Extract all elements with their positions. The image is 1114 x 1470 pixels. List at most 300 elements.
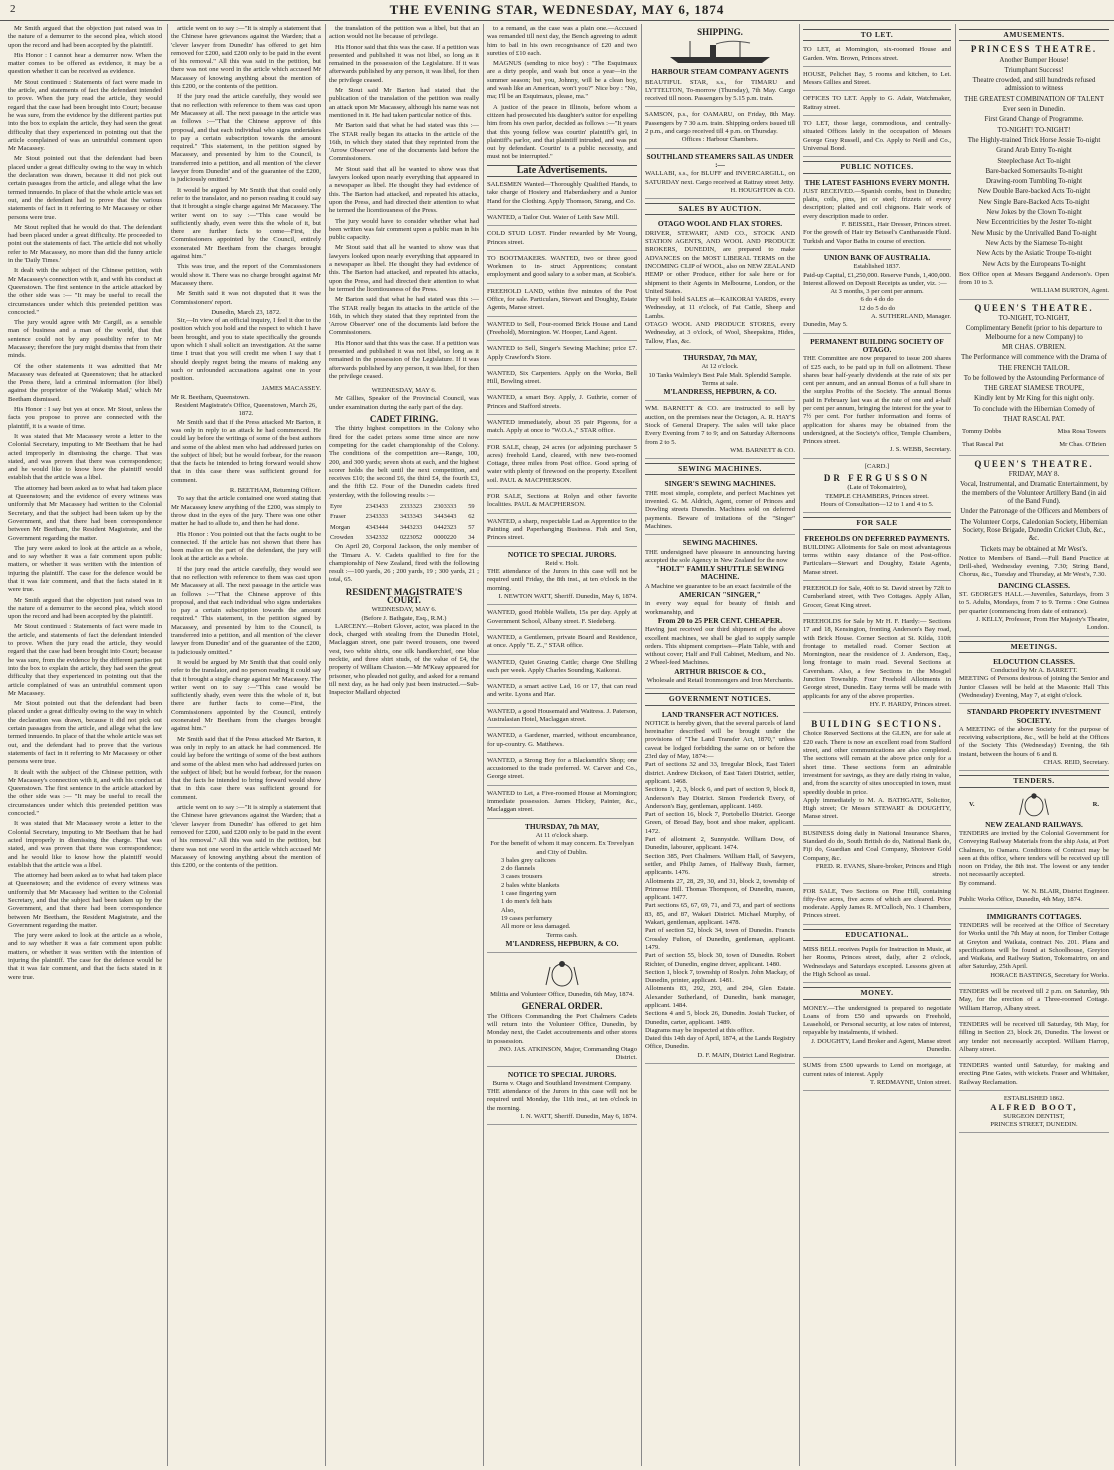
bill-line: Under the Patronage of the Officers and Members of (960, 507, 1108, 516)
auction-date: THURSDAY, 7th MAY, (682, 352, 758, 362)
paragraph: The jury were asked to look at the article as a whole, and to say whether it was a fair comment upon public matters, or whether it was written with the intention of injuring the plaintiff. The case for the defence would be that it was fair comment, and that the facts stated in it were true. (8, 932, 162, 981)
bill-line: TO-NIGHT, TO-NIGHT, (998, 314, 1070, 323)
classified-ad-text: WANTED, a smart active Lad, 16 or 17, that can read and write. Lyons and Har. (487, 683, 637, 699)
notice-case: Reid v. Holt. (545, 559, 579, 567)
holt-body: THE undersigned have pleasure in announcing having accepted the sole Agency in New Zealand for the now (645, 548, 795, 564)
dancing-ad (959, 580, 1109, 637)
cottages-heading: IMMIGRANTS COTTAGES. (986, 911, 1082, 921)
sale-ad (803, 616, 951, 713)
paragraph: His Honor : I say but yes at once. Mr Stout, unless the facts you propose to prove are connected with the plaintiff, it is a waste of time. (8, 406, 162, 430)
singer-heading: SINGER'S SEWING MACHINES. (664, 479, 776, 489)
to-let-ad (803, 69, 951, 92)
bill-line: FRIDAY, MAY 8. (1008, 470, 1060, 479)
offices: Offices : Harbour Chambers. (681, 136, 759, 144)
paragraph: The jury were asked to look at the article as a whole, and to say whether it was a fair comment upon public matters, or whether it was written with the intention of injuring the plaintiff. The case for the defence would be that it was fair comment, and that the facts stated in it were true. (8, 544, 162, 594)
doughty-signature: J. DOUGHTY, Land Broker and Agent, Manse street Dunedin. (811, 1037, 951, 1053)
shipping-ad (645, 77, 795, 108)
scores-table (329, 502, 479, 543)
holt-price: From 20 to 25 PER CENT. CHEAPER. (657, 615, 783, 625)
column-rule (641, 24, 642, 1466)
standard-ad (959, 706, 1109, 771)
classified-ad-text: WANTED, Six Carpenters. Apply on the Works, Bell Hill, Bowling street. (487, 369, 637, 386)
paragraph: Mr Stout said that all he wanted to show was that lawyers looked upon nearly everything that appeared in a newspaper as libel. He thought they had evidence of this. The Barton had attacked, and repeated his attacks, upon the Press, and had directed their attention to what he termed the licentiousness of the Press. (329, 244, 479, 293)
sale-ad-text: FREEHOLDS for Sale by Mr H. F. Hardy:— Sections 17 and 18, Kensington, fronting Anderson's Bay road, with Brick House. Corner Section at St. Kilda, 110ft frontage to metalled road. Corner Section at Mornington, near the residence of J. Anderson, Esq., long frontage to main road. Several Sections at Caversham. Also, a few Sections in the Mosgiel Junction Township. Four Freehold Allotments in George street, Dunedin. Easy terms will be made with applicants for any of the above properties. (803, 617, 951, 700)
masthead (0, 0, 1114, 21)
bill-line: New Acts by the Europeans To-night (982, 259, 1086, 268)
paragraph: If the jury read the article carefully, they would see that no reflection with reference to them was cast upon Mr Macassey at all. The next passage in the article was as follows :—"That the Chinese approve of this proposal, and that each individual who signs undertakes to pay a certain subscription towards the amount required." This statement, in the petition signed by Macassey, and presented by him to the Council, is transferred into a petition, and all mention of 'the clever lawyer from Dunedin' and of the guarantee of the £200, is judiciously omitted." (171, 565, 321, 656)
holt-signature: Wholesale and Retail Ironmongers and Iron Merchants. (646, 677, 794, 684)
column-rule (799, 24, 800, 1466)
royal-crest-icon (1016, 791, 1052, 819)
fashions-body: JUST RECEIVED.—Spanish combs, best in Dunedin; plaits, coils, pins, jet or steel; frizzets of every description; plaited and coil chignons. Hair work of every description made to order. (803, 187, 951, 220)
paragraph: On April 20, Corporal Jackson, the only member of the Timaru A. V. Cadets qualified to fire for the championship of New Zealand, fired with the following result :—100 yards, 26 ; 200 yards, 19 ; 300 yards, 21 ; total, 65. (329, 543, 479, 584)
section-heading: AMUSEMENTS. (959, 29, 1109, 41)
notice-body: THE attendance of the Jurors in this case will not be required until Monday, the 11th inst., at ten o'clock in the morning. (487, 1088, 637, 1112)
bill-line: Grand Arab Entry To-night (996, 146, 1072, 155)
cast-row (961, 440, 1107, 450)
bank-heading: UNION BANK OF AUSTRALIA. (823, 252, 931, 262)
to-let-text: TO LET, at Mornington, six-roomed House and Garden. Wm. Brown, Princes street. (803, 46, 951, 62)
auction-time: At 12 o'clock. (701, 363, 739, 371)
land-item: Allotments 27, 28, 29, 30, and 31, block 2, township of Primrose Hill. Thomas Thompson, of Dunedin, mason, applicant. 1477. (645, 877, 795, 902)
land-signature: D. F. MAIN, District Land Registrar. (697, 1051, 795, 1059)
section-heading: PUBLIC NOTICES. (803, 161, 951, 173)
holt-body: in every way equal for beauty of finish and workmanship, and (645, 600, 795, 616)
notice-body: THE attendance of the Jurors in this case will not be required until Friday, the 8th inst., at ten o'clock in the morning. (487, 568, 637, 592)
dentist-est: ESTABLISHED 1862. (1003, 1094, 1065, 1102)
bank-body: Interest allowed on Deposit Receipts as under, viz. :— (803, 279, 947, 287)
classified-ad (487, 681, 637, 704)
sale-ad (803, 583, 951, 614)
section-heading: RESIDENT MAGISTRATE'S COURT. (345, 586, 463, 605)
money-body: MONEY.—The undersigned is prepared to negotiate Loans of from £50 and upwards on Freehold, Leasehold, or Personal security, at low rates of interest, repayable by instalments, if wished. (803, 1004, 951, 1037)
classified-ad (487, 417, 637, 440)
auction-notice (487, 821, 637, 953)
order-body: The Officers Commanding the Port Chalmers Cadets will return into the Volunteer Office, Dunedin, by Monday next, the Cadet accoutrements and other stores in possession. (487, 1012, 637, 1045)
sale-item: 1 case fingering yarn (501, 890, 557, 898)
classified-ad (487, 228, 637, 251)
sections-apply: Apply immediately to M. A. BATHGATE, Solicitor, High street; Or Messrs STEWART & DOUGHTY, Manse street. (803, 796, 951, 821)
score-cell: 2333323 (399, 503, 423, 511)
holt-name: AMERICAN "SINGER," (679, 590, 761, 600)
classified-ad (487, 179, 637, 210)
cottages-body: TENDERS will be received at the Office of Secretary for Works until the 7th May at noon, for Timber Cottage at Greyton and Waikaia, contract No. 201. Plans and specifications will be found at Schoolhouse, Greyton and Waikaia, and Railway Station, Tokomairiro, on and after Saturday, 25th April. (959, 921, 1109, 971)
land-item: Part of allotment 2, Sunnyside. William Dow, of Dunedin, labourer, applicant. 1474. (645, 836, 795, 852)
dentist-address: PRINCES STREET, DUNEDIN. (990, 1120, 1078, 1128)
bill-line: Steeplechase Act To-night (997, 156, 1071, 165)
tender-ad-text: TENDERS will be received till Saturday, 9th May, for filling in Section 23, block 26, Dunedin. The lowest or any tender not necessarily accepted. William Harrop, Albany street. (959, 1020, 1109, 1053)
bill-line: New Double Bare-backed Acts To-night (977, 187, 1091, 196)
bill-line: Drawing-room Tumbling To-night (985, 177, 1083, 186)
money-ad (803, 1060, 951, 1091)
bill-line: The Volunteer Corps, Caledonian Society, Hibernian Society, Rose Brigade, Dunedin Cricket Club, &c., &c. (960, 517, 1108, 543)
card-sub: (Late of Tokomairiro), (847, 484, 907, 492)
paragraph: The thirty highest competitors in the Colony who fired for the cadet prizes some time since are now competing for the cadet championship of the Colony. The conditions of the competition are—Range, 100, 200, and 300 yards; seven shots at each, and the highest scorer holds the belt until the next competition, and receives £10; the second £6, the third £4, the fourth £3, and the fifth £2. Four of the Dunedin cadets fired yesterday, with the following results :— (329, 425, 479, 499)
score-row (329, 512, 479, 522)
notice-heading: NOTICE TO SPECIAL JURORS. (507, 549, 617, 559)
classified-ad-text: WANTED, a Tailor Out. Water of Leith Saw Mill. (487, 213, 619, 221)
paragraph: Of the other statements it was admitted that Mr Macassey was defeated at Queenstown; that he attacked the Press there, laid a criminal information (for libel) against the proprietor of the 'Wakatip Mail,' which Mr Beetham dismissed. (8, 362, 162, 403)
crest-letter: R. (1092, 800, 1099, 808)
score-cell: 2343433 (365, 503, 389, 511)
sale-item: 3 bales grey calicoes (501, 856, 556, 864)
land-item: Part of section 16, block 7, Portobello District. George Green, of Broad Bay, boot and shoe maker, applicant. 1472. (645, 811, 795, 835)
harbour-company: HARBOUR STEAM COMPANY AGENTS (651, 67, 789, 77)
union-bank-ad (803, 252, 951, 334)
auctioneer: M'LANDRESS, HEPBURN, & CO. (663, 387, 777, 397)
classified-ad (487, 706, 637, 729)
classified-ad-text: WANTED, a Gentlemen, private Board and Residence, at once. Apply "E. Z.," STAR office. (487, 633, 637, 650)
auction-terms: Terms cash. (546, 931, 578, 939)
paragraph: Mr Smith said it was not disputed that it was the Commissioners' report. (171, 290, 321, 306)
classified-ad-text: WANTED to Sell, Four-roomed Brick House and Land (Freehold), Mornington. W. Hooper, Land Agent. (487, 320, 637, 336)
classified-ad-text: WANTED, Quiet Grazing Cattle; charge One Shilling each per week. Apply Charles Sounding, Kaikorai. (487, 658, 637, 674)
sale-item: 2 do flannels (501, 865, 536, 873)
bank-capital: Paid-up Capital, £1,250,000. Reserve Funds, 1,400,000. (803, 271, 951, 279)
paragraph: It would be argued by Mr Smith that that could only refer to the translator, and no person reading it could say that it brought a single charge against Mr Macassey. The writer went on to say :—"This case would be sufficiently shady, even were this the whole of it, but there are further facts to come—First, the Commissioners appointed by the Council, entirely exonerated Mr Beetham from the charges brought against him." (171, 658, 321, 733)
classified-ad-text: WANTED immediately, about 35 pair Pigeons, for a match. Apply at once to "W.O.A.," STAR office. (487, 418, 637, 435)
business-signature: FRED. R. EVANS, Share-broker, Princes and High streets. (815, 862, 951, 879)
land-transfer (645, 709, 795, 1064)
column-rule (955, 24, 956, 1466)
paragraph: Mr Barton said that what he had stated was this :—The STAR really began its attacks in the article of the 16th, in which they stated that they reprinted from the 'Arrow Observer' one of the documents laid before the Commissioners. (329, 122, 479, 163)
to-let-ad (803, 44, 951, 67)
classified-ad (487, 212, 637, 226)
classified-ad-text: FOR SALE, Sections at Rolyn and other favorite localities. PAUL & MACPHERSON. (487, 493, 637, 509)
bank-established: Established 1837. (853, 263, 901, 271)
score-row (329, 533, 479, 543)
paragraph: This was true, and the report of the Commissioners would show it. There was no charge brought against Mr Macassey there. (171, 263, 321, 287)
score-cell: 3342332 (365, 533, 389, 541)
land-item: Allotments 83, 292, 293, and 294, Glen Estate. Alexander Sutherland, of Dunedin, bank manager, applicant. 1484. (645, 985, 795, 1009)
freeholds-body: BUILDING Allotments for Sale on most advantageous terms within easy distance of the Post-office. Particulars—Stewart and Doughty, Estate Agents, Manse street. (803, 543, 951, 576)
paragraph: Mr Stout pointed out that the defendant had been placed under a great difficulty owing to the way in which the declaration was drawn, because it did not pick out certain passages from the article, and allege what the law termed innuendo. In place of that the whole article was set out, and the defendant had to prove that the various statements of fact in it referring to Mr Macassey or other persons were true. (8, 700, 162, 766)
court-date: WEDNESDAY, MAY 6. (371, 606, 437, 614)
redmayne-signature: T. REDMAYNE, Union street. (870, 1078, 951, 1086)
score-cell: 3443443 (434, 513, 457, 521)
sale-item: 1 do men's felt hats (501, 898, 552, 906)
classified-ad-text: WANTED, a Gardener, married, without encumbrance, for up-country. G. Matthews. (487, 732, 637, 748)
theatre-name: PRINCESS THEATRE. (970, 44, 1098, 55)
classified-ad-text: WANTED to Let, a Five-roomed House at Mornington; immediate possession. James Hickey, Painter, &c., Maclaggan street. (487, 789, 637, 814)
score-cell: Morgan (330, 523, 351, 531)
fashions-ad (803, 177, 951, 250)
tender-ad (959, 1060, 1109, 1091)
card-address: TEMPLE CHAMBERS, Princes street. (825, 492, 929, 500)
standard-signature: CHAS. REID, Secretary. (1043, 759, 1109, 767)
cast-actor: Mr Chas. O'Brien (1059, 440, 1106, 448)
classified-ad (487, 730, 637, 753)
score-cell: 3443233 (399, 523, 423, 531)
bill-line: Another Bumper House! (999, 55, 1069, 64)
shipping-ad-text: SAMSON, p.s., for OAMARU, on Friday, 8th May. Passengers by 7 30 a.m. train. Shipping orders issued till 2 p.m., and cargo received till 4 p.m. on Thursday. (645, 111, 795, 136)
bill-line: Complimentary Benefit (prior to his departure to Melbourne for a new Company) to (965, 324, 1103, 341)
classified-ad-text: TO BOOTMAKERS. WANTED, two or three good Workmen to in- struct Apprentices; constant employment and good salary to a sober man, at Scobie's. (487, 254, 637, 279)
bill-line: New Single Bare-Backed Acts To-night (978, 197, 1090, 206)
column-rule (325, 24, 326, 1466)
bank-rate: At 3 months, 3 per cent per annum. (830, 288, 924, 296)
paragraph: It would be argued by Mr Smith that that could only refer to the translator, and no person reading it could say that it brought a single charge against Mr Macassey. The writer went on to say :—"This case would be sufficiently shady, even were this the whole of it, but there are further facts to come—First, the Commissioners appointed by the Council, entirely exonerated Mr Beetham from the charges brought against him." (171, 186, 321, 261)
holt-heading: SEWING MACHINES. (682, 538, 758, 548)
elocution-sub: Conducted by Mr A. BARRETT. (990, 667, 1078, 675)
land-item: Part of section 55, block 30, town of Dunedin. Robert Richter, of Dunedin, engine driver, applicant. 1480. (645, 952, 795, 968)
court-bench: (Before J. Bathgate, Esq., R.M.) (361, 614, 447, 622)
bill-line: Theatre crowded, and still hundreds refused admission to witness (972, 76, 1096, 93)
southland-ad (645, 151, 795, 199)
auction-body: 10 Tanks Walmley's Best Pale Malt. Splendid Sample. (648, 371, 792, 379)
sale-item: Also, (501, 906, 516, 914)
standard-body: A MEETING of the above Society for the purpose of receiving subscriptions, &c., will be held at the Offices of the Society This (Wednesday) Evening, the 6th instant, between the hours of 6 and 8. (959, 725, 1109, 758)
land-heading: LAND TRANSFER ACT NOTICES. (661, 709, 779, 719)
classified-ad (487, 343, 637, 366)
freeholds-heading: FREEHOLDS ON DEFERRED PAYMENTS. (804, 533, 950, 543)
elocution-ad (959, 656, 1109, 704)
section-heading: SALES BY AUCTION. (645, 203, 795, 215)
royal-crest-icon (542, 959, 582, 989)
classified-ad (487, 368, 637, 391)
bank-rate: 6 do 4 do do (860, 296, 894, 304)
bill-line: THE GREAT SIAMESE TROUPE, (983, 384, 1085, 393)
bill-line: The Performance will commence with the Drama of (961, 353, 1107, 362)
crest-letter: V. (969, 800, 975, 808)
dancing-signature: J. KELLY, Professor, From Her Majesty's Theatre, London. (976, 615, 1109, 632)
score-row (329, 502, 479, 512)
paragraph: Mr Smith argued that the objection just raised was in the nature of a demurrer to the second plea, which stood upon the record and had been accepted by the plaintiff. (8, 596, 162, 621)
section-heading: MONEY. (803, 987, 951, 999)
paragraph: The jury would agree with Mr Cargill, as a sensible man of business and a man of the world, that that sentence could not by any possibility refer to Mr Macassey; therefore the jury might dismiss that from their minds. (8, 319, 162, 360)
notice-signature: I. N. WATT, Sheriff. Dunedin, May 6, 1874. (520, 1112, 637, 1120)
bill-line: New Jokes by the Clown To-night (986, 208, 1082, 217)
section-heading: EDUCATIONAL. (803, 929, 951, 941)
railways-by: By command. (959, 879, 996, 887)
paragraph: the translation of the petition was a libel, but that an action would not lie because of privilege. (329, 25, 479, 41)
section-heading: Late Advertisements. (487, 165, 637, 177)
railways-signature: W. N. BLAIR, District Engineer. (1022, 888, 1109, 896)
elocution-heading: ELOCUTION CLASSES. (993, 656, 1075, 666)
cottages-ad (959, 911, 1109, 984)
section-heading: WEDNESDAY, MAY 6. (371, 387, 437, 395)
cast-table (959, 425, 1109, 452)
holt-body: Having just received our third shipment of the above excellent machines, we shall be glad to supply sample orders. This shipment comprises—Plain Table, with and without cover; Half and Full Cabinet, Medium, and No. 2 Wheel-feed Machines. (645, 626, 795, 667)
land-item: Part sections 65, 67, 69, 71, and 73, and part of sections 83, 85, and 87, Wakari District. Michael Murphy, of Wakari, gentleman, applicant. 1478. (645, 902, 795, 927)
section-heading: FOR SALE (803, 517, 951, 529)
classified-ad (487, 319, 637, 342)
notice (487, 1069, 637, 1126)
classified-ad-text: SALESMEN Wanted—Thoroughly Qualified Hands, to take charge of Hosiery and Haberdashery and a Junior Hand for the Clothing. Apply Thomson, Strang, and Co. (487, 181, 637, 205)
classified-ad (487, 491, 637, 514)
theatre-name: QUEEN'S THEATRE. (974, 302, 1094, 313)
sections-body: Choice Reserved Sections at the GLEN, are for sale at £20 each. There is now an excellent road from Stafford street, and other communications are also completed. The sections will remain at the above price only for a short time. These sections form an admirable investment for savings, as they are daily rising in value, and, from the scarcity of sites unoccupied in town, must speedily double in price. (803, 730, 951, 796)
score-cell: Crowden (330, 533, 354, 541)
fashions-signature: F. BEISSEL, Hair Dresser, Princes street. (841, 221, 951, 229)
land-note: Diagrams may be inspected at this office. (645, 1026, 755, 1034)
auction-terms: Terms at sale. (701, 379, 739, 387)
classified-ad (487, 788, 637, 819)
classified-ad-text: WANTED to Sell, Singer's Sewing Machine; price £7. Apply Crawford's Store. (487, 345, 637, 361)
malt-auction (645, 352, 795, 401)
bill-line: THAT RASCAL PAT. (1003, 414, 1065, 423)
score-cell: 0000220 (434, 533, 457, 541)
to-let-text: TO LET, those large, commodious, and centrally-situated Offices lately in the occupation of Messrs George Gray Russell, and Co. Apply to Neill and Co., Universal Bond. (803, 120, 951, 152)
section-heading: MEETINGS. (959, 641, 1109, 653)
auction-intro: For the benefit of whom it may concern. Ex Trevelyan and City of Dublin. (490, 840, 634, 856)
paragraph: Mr Stout continued : Statements of fact were made in the article, and statements of fact the defendant intended to prove. When the jury read the article, they would regard that the case had been brought into Court; because he was sure, from the evidence by the different parties put into the box to explain the article, they had seen the great difficulty that they experienced in pointing out that the article complained of was an untruthful comment upon Mr Macassey. (8, 78, 162, 153)
sale-item: 19 cases perfumery (501, 914, 553, 922)
wool-sale: They will hold SALES at—KAIKORAI YARDS, every Wednesday, at 11 o'clock, of Fat Cattle, Sheep and Lambs. (645, 296, 795, 320)
classified-ad (487, 755, 637, 786)
bill-line: New Music by the Unrivalled Band To-night (971, 228, 1097, 237)
classified-ad (487, 516, 637, 547)
box-office: Box Office open at Messrs Beggand Anderson's. Open from 10 to 3. (959, 270, 1109, 287)
column-rule (483, 24, 484, 1466)
society-body: THE Committee are now prepared to issue 200 shares of £25 each, to be paid up in full on allotment. These shares bear half-yearly dividends at the rate of six per cent per annum, and an annual Bonus of a full share in the surplus Profits of the Society. The annual Bonus paid in February last was at the rate of one and a-half per cent per annum, bringing the interest for the year to 7½ per cent. For further information and forms of application for shares may be obtained from the undersigned, at the Society's office, Temple Chambers, Princes street. (803, 355, 951, 446)
sale-item: 3 cases trousers (501, 873, 543, 881)
standard-heading: STANDARD PROPERTY INVESTMENT SOCIETY. (966, 707, 1101, 725)
railways-office: Public Works Office, Dunedin, 4th May, 1874. (959, 896, 1082, 904)
paragraph: To say that the article contained one word stating that Mr Macassey knew anything of the £200, was simply to throw dust in the eyes of the jury. There was one other matter he had to allude to, and then he had done. (171, 495, 321, 528)
order-office: Militia and Volunteer Office, Dunedin, 6th May, 1874. (490, 991, 634, 999)
paragraph: It was stated that Mr Macassey wrote a letter to the Colonial Secretary, imputing to Mr Beetham that he had acted improperly in dismissing the charge. That was stated, and was proven that there was correspondence; and he would like to know how the plaintiff would establish that the article was a libel. (8, 820, 162, 869)
to-let-ad (803, 118, 951, 157)
score-cell: 34 (468, 533, 475, 541)
pine-hill-ad (803, 886, 951, 925)
section-heading: CADET FIRING. (369, 414, 439, 425)
bill-line: New Acts by the Siamese To-night (985, 238, 1083, 247)
dentist-title: SURGEON DENTIST, (1003, 1112, 1065, 1120)
general-order (487, 955, 637, 1066)
notice-heading: NOTICE TO SPECIAL JURORS. (507, 1069, 617, 1079)
paragraph: The attorney had been asked as to what had taken place at Queenstown; and the evidence of every witness was uniformly that Mr Macassey had written to the Colonial Secretary, and that the subject had been taken up by the Government, and that there had been correspondence between Mr Beetham, the Resident Magistrate, and the Government regarding the matter. (8, 872, 162, 929)
bill-line: THE GREATEST COMBINATION OF TALENT (964, 94, 1104, 103)
score-row (329, 523, 479, 533)
letter-address: Mr R. Beetham, Queenstown. (171, 393, 250, 401)
bill-line: First Grand Change of Programme. (984, 115, 1084, 124)
paragraph: His Honor said that this was the case. If a petition was presented and published it was not libel, so long as it remained in the possession of the Legislature. If it was afterwards published by any person, it was libel, for then the privilege ceased. (329, 339, 479, 380)
score-cell: 57 (468, 523, 475, 531)
dancing-body: ST. GEORGE'S HALL.—Juveniles, Saturdays, from 3 to 5. Adults, Mondays, from 7 to 9. Terms : One Guinea per quarter (commencing from date of entrance). (959, 591, 1109, 615)
theatre-name: QUEEN'S THEATRE. (974, 458, 1094, 469)
section-heading: SHIPPING. (697, 27, 743, 37)
score-cell: 2343333 (365, 513, 389, 521)
classified-ad-text: FREEHOLD LAND, within five minutes of the Post Office, for sale. Particulars, Stewart and Doughty, Estate Agents, Manse street. (487, 287, 637, 312)
newspaper-title: THE EVENING STAR, WEDNESDAY, MAY 6, 1874 (389, 2, 725, 17)
classified-ad-text: WANTED, a sharp, respectable Lad as Apprentice to the Painting and Paperhanging Business. Fish and Son, Princes street. (487, 517, 637, 542)
bill-line: Ever seen in Dunedin. (1002, 105, 1066, 114)
society-heading: PERMANENT BUILDING SOCIETY OF OTAGO. (810, 336, 944, 354)
money-body: SUMS from £500 upwards to Lend on mortgage, at current rates of interest. Apply (803, 1062, 951, 1078)
score-cell: 4343444 (365, 523, 389, 531)
freeholds-ad (803, 533, 951, 581)
bill-line: The Highly-trained Trick Horse Jessie To-night (967, 135, 1101, 144)
notice-signature: I. NEWTON WATT, Sheriff. Dunedin, May 6, 1874. (498, 593, 637, 601)
bell-body: MISS BELL receives Pupils for Instruction in Music, at her Rooms, Princes street, daily, after 2 o'clock, Wednesdays and Saturdays excepted. Lessons given at the High School as usual. (803, 946, 951, 978)
paragraph: article went on to say :—"It is simply a statement that the Chinese have grievances against the Warden; that a 'clever lawyer from Dunedin' has offered to get him removed for £200, said £200 only to be paid in the event of his removal." All this was said in the petition, but there was not one word in the article which accused Mr Macassey of knowing anything about the mention of this £200, or the contents of the petition. (171, 804, 321, 870)
column-5 (645, 25, 795, 1465)
sections-heading: BUILDING SECTIONS. (811, 719, 943, 730)
to-let-text: HOUSE, Pelichet Bay, 5 rooms and kitchen, to Let. Messrs Gillies and Street. (803, 70, 951, 87)
notice (487, 549, 637, 606)
paragraph: article went on to say :—"It is simply a statement that the Chinese have grievances against the Warden; that a 'clever lawyer from Dunedin' has offered to get him removed for £200, said £200 only to be paid in the event of his removal." All this was said in the petition, but there was not one word in the article which accused Mr Macassey of knowing anything about the mention of this £200, or the contents of the petition. (171, 25, 321, 91)
shipping-ad (645, 109, 795, 148)
wool-ad (645, 218, 795, 349)
dentist-name: ALFRED BOOT, (990, 1102, 1078, 1113)
land-item: Sections 4 and 5, block 26, Dunedin. Josiah Tucker, of Dunedin, carter, applicant. 1489. (645, 1010, 795, 1026)
paragraph: Mr Smith said that if the Press attacked Mr Barton, it was only in reply to an attack he had commenced. He could lay before the writings of some of the best authors and some of the ablest men who had addressed juries on the subject of libel; but he would forbear, for the reason that the facts he intended to bring forward would show that in this case there was sufficient ground for comment. (171, 735, 321, 801)
cast-role: Tommy Dobbs (962, 428, 1002, 436)
classified-ad (487, 632, 637, 655)
section-heading: TENDERS. (959, 775, 1109, 787)
score-cell: 2303333 (434, 503, 457, 511)
wool-produce: OTAGO WOOL AND PRODUCE STORES, every Wednesday, at 3 o'clock, of Wool, Sheepskins, Hides, Tallow, Flax, &c. (645, 321, 795, 345)
bill-line: Tickets may be obtained at Mr West's. (980, 544, 1088, 553)
paragraph: His Honor : I cannot hear a demurrer now. When the matter comes to be offered as evidence, it may be a question whether it can be received as evidence. (8, 51, 162, 76)
section-heading: TO LET. (803, 29, 951, 41)
paragraph: to a remand, as the case was a plain one.—Accused was remanded till next day, the Bench agreeing to admit him to bail in his own recognisance of £20 and two sureties of £10 each. (487, 25, 637, 57)
land-item: Section 1, block 7, township of Roslyn. John Mackay, of Dunedin, printer, applicant. 1481. (645, 968, 795, 985)
paragraph: It dealt with the subject of the Chinese petition, with Mr Macassey's connection with it, and with his conduct at Queenstown. The first sentence in the article attacked by the other side was :— "It may be useful to recall the circumstances under which this pretended petition was concocted." (8, 768, 162, 818)
letter-signature: R. BEETHAM, Returning Officer. (229, 487, 321, 495)
southland-signature: H. HOUGHTON & CO. (730, 186, 795, 194)
score-cell: Eyre (330, 503, 343, 511)
score-cell: 0223052 (399, 533, 423, 541)
column-2 (171, 25, 321, 1465)
cast-actor: Miss Rosa Towers (1057, 428, 1106, 436)
sale-ad-text: FREEHOLD for Sale, 40ft to St. David street by 72ft to Cumberland street, with Two Cottages. Apply Allan, Grocer, Great King street. (803, 585, 951, 609)
paragraph: Mr Gillies, Speaker of the Provincial Council, was under examination during the early part of the day. (329, 395, 479, 411)
bill-line: Triumphant Success! (1004, 65, 1064, 74)
notice-case: Burns v. Otago and Southland Investment Company. (492, 1079, 632, 1087)
classified-ad-text: WANTED, a smart Boy. Apply, J. Guthrie, corner of Princes and Stafford streets. (487, 394, 637, 410)
score-cell: 62 (468, 513, 475, 521)
classified-ad-text: WANTED, good Hobble Wallets, 15s per day. Apply at Government School, Albany street. F. Siedeberg. (487, 609, 637, 625)
classified-ad (487, 607, 637, 630)
paragraph: Mr Barton said that what he had stated was this :—The STAR really began its attacks in the article of the 16th, in which they stated that they reprinted from the 'Arrow Observer' one of the documents laid before the Commissioners. (329, 296, 479, 337)
railways-heading: NEW ZEALAND RAILWAYS. (985, 819, 1083, 829)
holt-body: A Machine we guarantee to be an exact facsimile of the (645, 582, 792, 590)
column-4 (487, 25, 637, 1465)
society-signature: J. S. WEBB, Secretary. (889, 446, 951, 454)
score-cell: Fraser (330, 513, 346, 521)
holt-ad (645, 537, 795, 689)
tender-ad (959, 1019, 1109, 1058)
bill-line: MR CHAS. O'BRIEN. (1002, 342, 1066, 351)
paragraph: If the jury read the article carefully, they would see that no reflection with reference to them was cast upon Mr Macassey at all. The next passage in the article was as follows :—"That the Chinese approve of this proposal, and that each individual who signs undertakes to pay a certain subscription towards the amount required." This statement, in the petition signed by Macassey, and presented by him to the Council, is transferred into a petition, and all mention of 'the clever lawyer from Dunedin' and of the guarantee of the £200, is judiciously omitted." (171, 93, 321, 184)
column-1 (8, 25, 162, 1465)
cottages-signature: HORACE BASTINGS, Secretary for Works. (990, 971, 1109, 979)
sale-item: 2 bales white blankets (501, 881, 560, 889)
score-cell: 0442323 (434, 523, 457, 531)
southland-heading: SOUTHLAND STEAMERS SAIL AS UNDER :— (646, 151, 794, 169)
bill-line: To be followed by the Astounding Performance of (963, 373, 1105, 382)
auction-date: THURSDAY, 7th MAY, (524, 821, 600, 831)
paragraph: The attorney had been asked as to what had taken place at Queenstown; and the evidence of every witness was uniformly that Mr Macassey had written to the Colonial Secretary, and that the subject had been taken up by the Government, and that there had been correspondence between Mr Beetham, the Resident Magistrate, and the Government regarding the matter. (8, 484, 162, 542)
land-item: Sections 1, 2, 3, block 6, and part of section 9, block 8, Anderson's Bay District. Simon Frederick Every, of Anderson's Bay, gentleman, applicant. 1469. (645, 786, 795, 810)
barnett-signature: WM. BARNETT & CO. (730, 446, 795, 454)
to-let-ad (803, 93, 951, 116)
column-6 (803, 25, 951, 1465)
sale-item: All more or less damaged. (501, 923, 571, 931)
classified-ad (487, 442, 637, 489)
paragraph: Mr Smith argued that the objection just raised was in the nature of a demurrer to the second plea, which stood upon the record and had been accepted by the plaintiff. (8, 25, 162, 49)
railways-body: TENDERS are invited by the Colonial Government for Conveying Railway Materials from the ship Asia, at Port Chalmers, to Oamaru. Conditions of Contract may be seen at this office, where tenders will be received up till noon on Friday, the 8th inst. The lowest or any tender not necessarily accepted. (959, 829, 1109, 879)
tender-ad-text: TENDERS will be received till 2 p.m. on Saturday, 9th May, for the erection of a Three-roomed Cottage. William Harrop, Albany street. (959, 988, 1109, 1012)
land-dated: Dated this 14th day of April, 1874, at the Lands Registry Office, Dunedin. (645, 1035, 795, 1051)
singer-ad (645, 478, 795, 535)
letter-dateline: Dunedin, March 23, 1872. (211, 308, 281, 316)
section-heading: SEWING MACHINES. (645, 463, 795, 475)
page-number: 2 (10, 3, 16, 15)
paragraph: It dealt with the subject of the Chinese petition, with Mr Macassey's connection with it, and with his conduct at Queenstown. The first sentence in the article attacked by the other side was :— "It may be useful to recall the circumstances under which this pretended petition was concocted." (8, 267, 162, 316)
